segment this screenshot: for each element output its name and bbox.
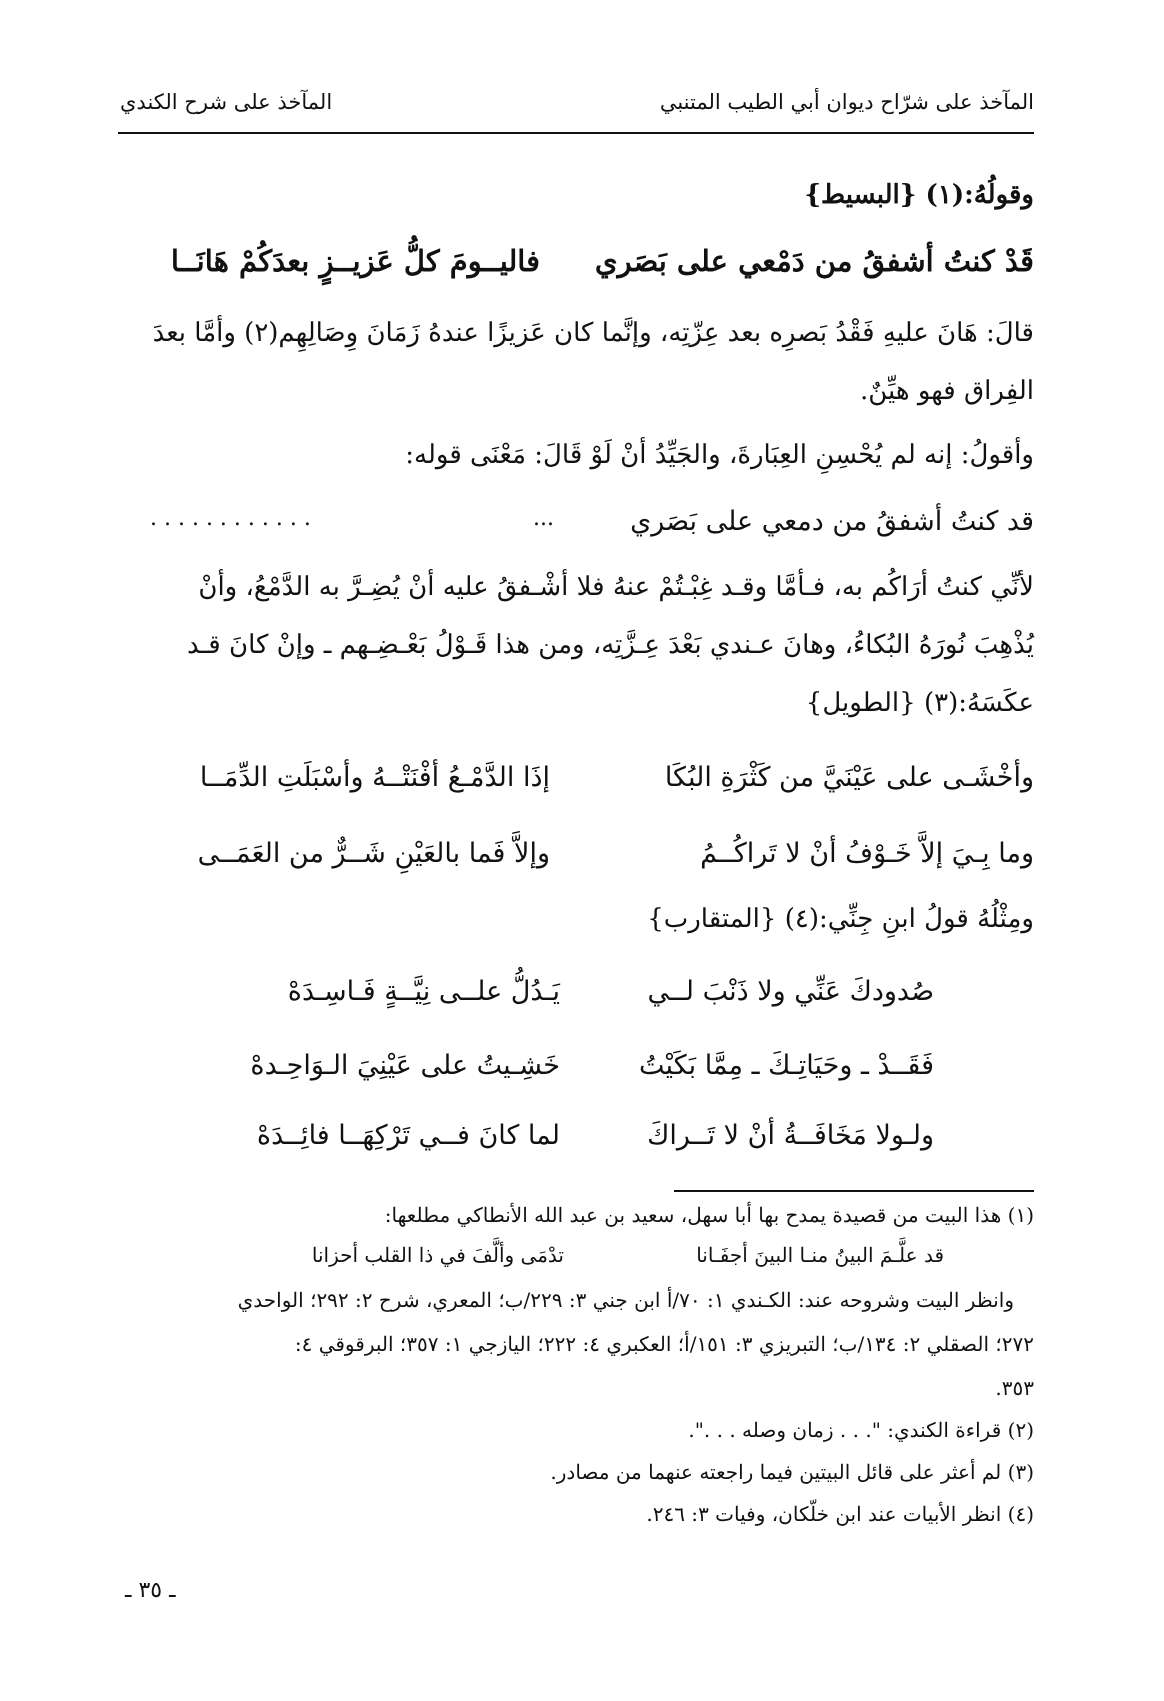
verse-2-dots-first: ... (533, 506, 554, 531)
header-rule (118, 132, 1034, 134)
verse-6-second-hemistich: خَشِـيتُ على عَيْنِيَ الـوَاحِـدهْ (250, 1050, 560, 1081)
running-header-title: المآخذ على شرّاح ديوان أبي الطيب المتنبي (659, 90, 1034, 114)
running-header-chapter: المآخذ على شرح الكندي (120, 90, 333, 114)
verse-5-second-hemistich: يَـدُلُّ علــى نِيَّــةٍ فَـاسِـدَهْ (287, 976, 560, 1007)
verse-7-second-hemistich: لما كانَ فــي تَرْكِهَــا فائِــدَهْ (256, 1120, 560, 1151)
footnote-2: (٢) قراءة الكندي: ". . . زمان وصله . . .". (688, 1418, 1034, 1442)
verse-1-second-hemistich: فاليــومَ كلُّ عَزيــزٍ بعدَكُمْ هَانَــا (170, 244, 540, 278)
footnote-1-sources-line-2: ٢٧٢؛ الصقلي ٢: ١٣٤/ب؛ التبريزي ٣: ١٥١/أ؛ العكبري ٤: ٢٢٢؛ اليازجي ١: ٣٥٧؛ البرقوقي ٤: (294, 1332, 1034, 1356)
footnote-1-sources-line-3: ٣٥٣. (995, 1376, 1034, 1400)
verse-1-first-hemistich: قَدْ كنتُ أشفقُ من دَمْعي على بَصَري (594, 244, 1034, 278)
page-number: ـ ٣٥ ـ (125, 1578, 176, 1603)
paragraph-line-2: يُذْهِبَ نُورَهُ البُكاءُ، وهانَ عـندي بَعْدَ عِـزَّتِه، ومن هذا قَـوْلُ بَعْـضِـهم ـ وإنْ كانَ قـد (187, 630, 1034, 660)
footnote-1-sources-line-1: وانظر البيت وشروحه عند: الكـندي ١: ٧٠/أ ابن جني ٣: ٢٢٩/ب؛ المعري، شرح ٢: ٢٩٢؛ الواحدي (237, 1288, 1014, 1312)
mithluhu-line: ومِثْلُهُ قولُ ابنِ جِنِّي:(٤) {المتقارب} (647, 904, 1034, 934)
verse-3-first-hemistich: وأخْشَـى على عَيْنَيَّ من كَثْرَةِ البُكَا (664, 762, 1034, 793)
commentary-line-1: قالَ: هَانَ عليهِ فَقْدُ بَصرِه بعد عِزّتِه، وإنَّما كان عَزيزًا عندهُ زَمَانَ وِصَالِهِم(٢) وأمَّا بعدَ (152, 318, 1034, 348)
commentary-line-2: الفِراق فهو هيِّنٌ. (859, 376, 1034, 406)
footnote-1: (١) هذا البيت من قصيدة يمدح بها أبا سهل، سعيد بن عبد الله الأنطاكي مطلعها: (384, 1203, 1034, 1227)
intro-line: وقولُهُ:(١) {البسيط} (804, 180, 1034, 210)
verse-2-first-hemistich: قد كنتُ أشفقُ من دمعي على بَصَري (630, 506, 1034, 537)
verse-5-first-hemistich: صُدودكَ عَنِّي ولا ذَنْبَ لــي (647, 976, 934, 1007)
footnote-1-verse-second: تدْمَى وألَّفَ في ذا القلب أحزانا (311, 1243, 564, 1267)
footnote-4: (٤) انظر الأبيات عند ابن خلّكان، وفيات ٣: ٢٤٦. (646, 1502, 1034, 1526)
footnote-3: (٣) لم أعثر على قائل البيتين فيما راجعته عنهما من مصادر. (550, 1460, 1034, 1484)
verse-7-first-hemistich: ولـولا مَخَافَــةُ أنْ لا تَــراكَ (647, 1120, 934, 1151)
verse-6-first-hemistich: فَقَــدْ ـ وحَيَاتِـكَ ـ مِمَّا بَكَيْتُ (639, 1050, 934, 1081)
verse-2-second-hemistich-dots: . . . . . . . . . . . . (150, 506, 311, 531)
footnote-1-verse-first: قد علَّـمَ البينُ منـا البينَ أجفَـانا (696, 1243, 944, 1267)
verse-3-second-hemistich: إذَا الدَّمْـعُ أفْنَتْــهُ وأسْبَلَتِ الدِّمَــا (199, 762, 550, 793)
verse-4-second-hemistich: وإلاَّ فَما بالعَيْنِ شَــرٌّ من العَمَــى (197, 838, 550, 869)
verse-4-first-hemistich: وما بِـيَ إلاَّ خَـوْفُ أنْ لا تَراكُــمُ (700, 838, 1034, 869)
paragraph-line-1: لأنِّي كنتُ أرَاكُم به، فـأمَّا وقـد غِبْـتُمْ عنهُ فلا أشْـفقُ عليه أنْ يُضِـرَّ به الدَّمْعُ، وأنْ (198, 572, 1034, 602)
footnote-rule (674, 1190, 1034, 1192)
critique-line: وأقولُ: إنه لم يُحْسِنِ العِبَارةَ، والجَيِّدُ أنْ لَوْ قَالَ: مَعْنَى قوله: (405, 440, 1034, 470)
paragraph-line-3: عكَسَهُ:(٣) {الطويل} (805, 688, 1034, 718)
